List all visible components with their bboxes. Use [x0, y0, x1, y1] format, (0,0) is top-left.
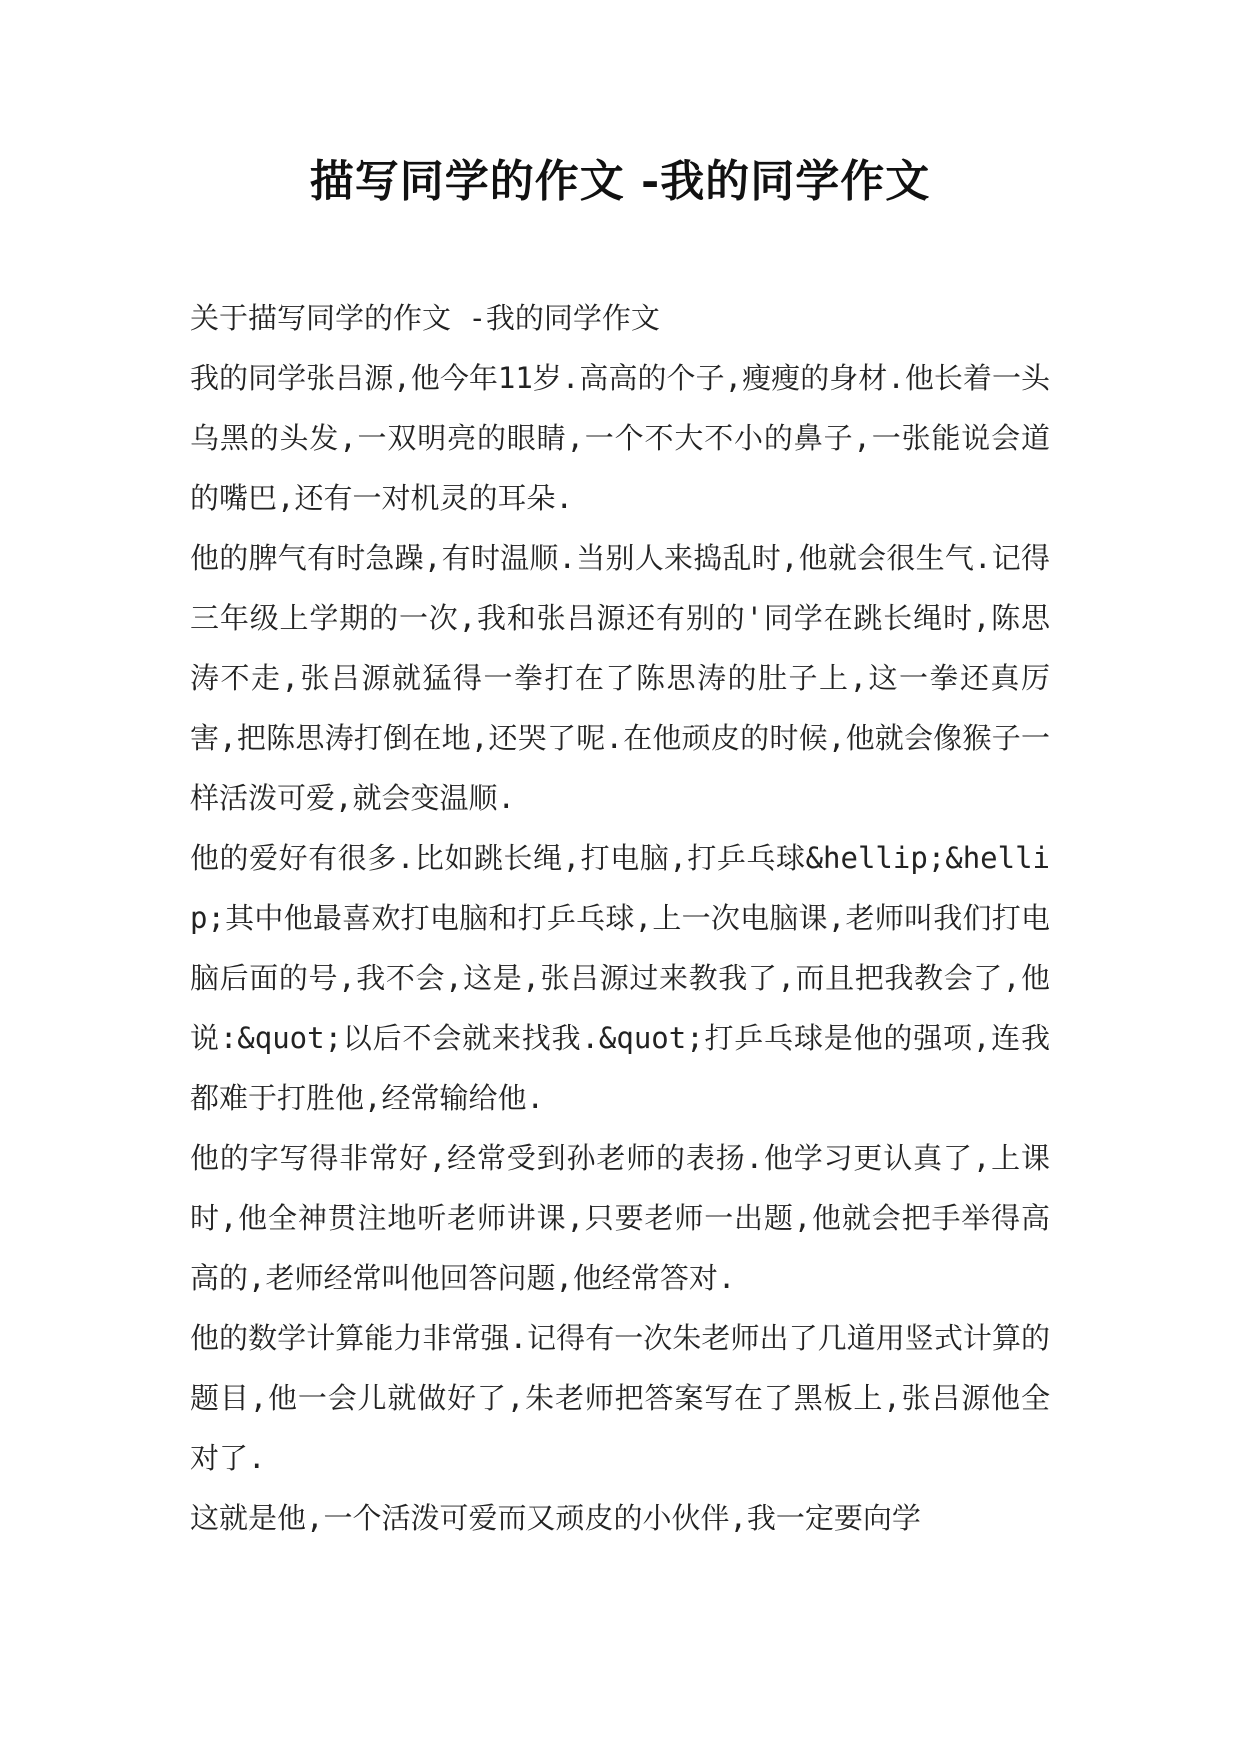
article-body: [190, 288, 1050, 1708]
paragraph-subtitle: 关于描写同学的作文 -我的同学作文: [190, 301, 660, 335]
paragraph: 他的脾气有时急躁,有时温顺.当别人来捣乱时,他就会很生气.记得三年级上学期的一次,我和张吕源还有别的'同学在跳长绳时,陈思涛不走,张吕源就猛得一拳打在了陈思涛的肚子上,这一拳还真厉害,把陈思涛打倒在地,还哭了呢.在他顽皮的时候,他就会像猴子一样活泼可爱,就会变温顺.: [190, 541, 1050, 815]
paragraph: 他的爱好有很多.比如跳长绳,打电脑,打乒乓球&hellip;&hellip;其中他最喜欢打电脑和打乒乓球,上一次电脑课,老师叫我们打电脑后面的号,我不会,这是,张吕源过来教我了,而且把我教会了,他说:&quot;以后不会就来找我.&quot;打乒乓球是他的强项,连我都难于打胜他,经常输给他.: [190, 841, 1050, 1115]
paragraph: 我的同学张吕源,他今年11岁.高高的个子,瘦瘦的身材.他长着一头乌黑的头发,一双明亮的眼睛,一个不大不小的鼻子,一张能说会道的嘴巴,还有一对机灵的耳朵.: [190, 361, 1050, 515]
page-title: 描写同学的作文 -我的同学作文: [309, 156, 931, 207]
paragraph: 他的数学计算能力非常强.记得有一次朱老师出了几道用竖式计算的题目,他一会儿就做好了,朱老师把答案写在了黑板上,张吕源他全对了.: [190, 1321, 1050, 1475]
paragraph: 这就是他,一个活泼可爱而又顽皮的小伙伴,我一定要向学: [190, 1501, 921, 1535]
paragraph: 他的字写得非常好,经常受到孙老师的表扬.他学习更认真了,上课时,他全神贯注地听老师讲课,只要老师一出题,他就会把手举得高高的,老师经常叫他回答问题,他经常答对.: [190, 1141, 1050, 1295]
